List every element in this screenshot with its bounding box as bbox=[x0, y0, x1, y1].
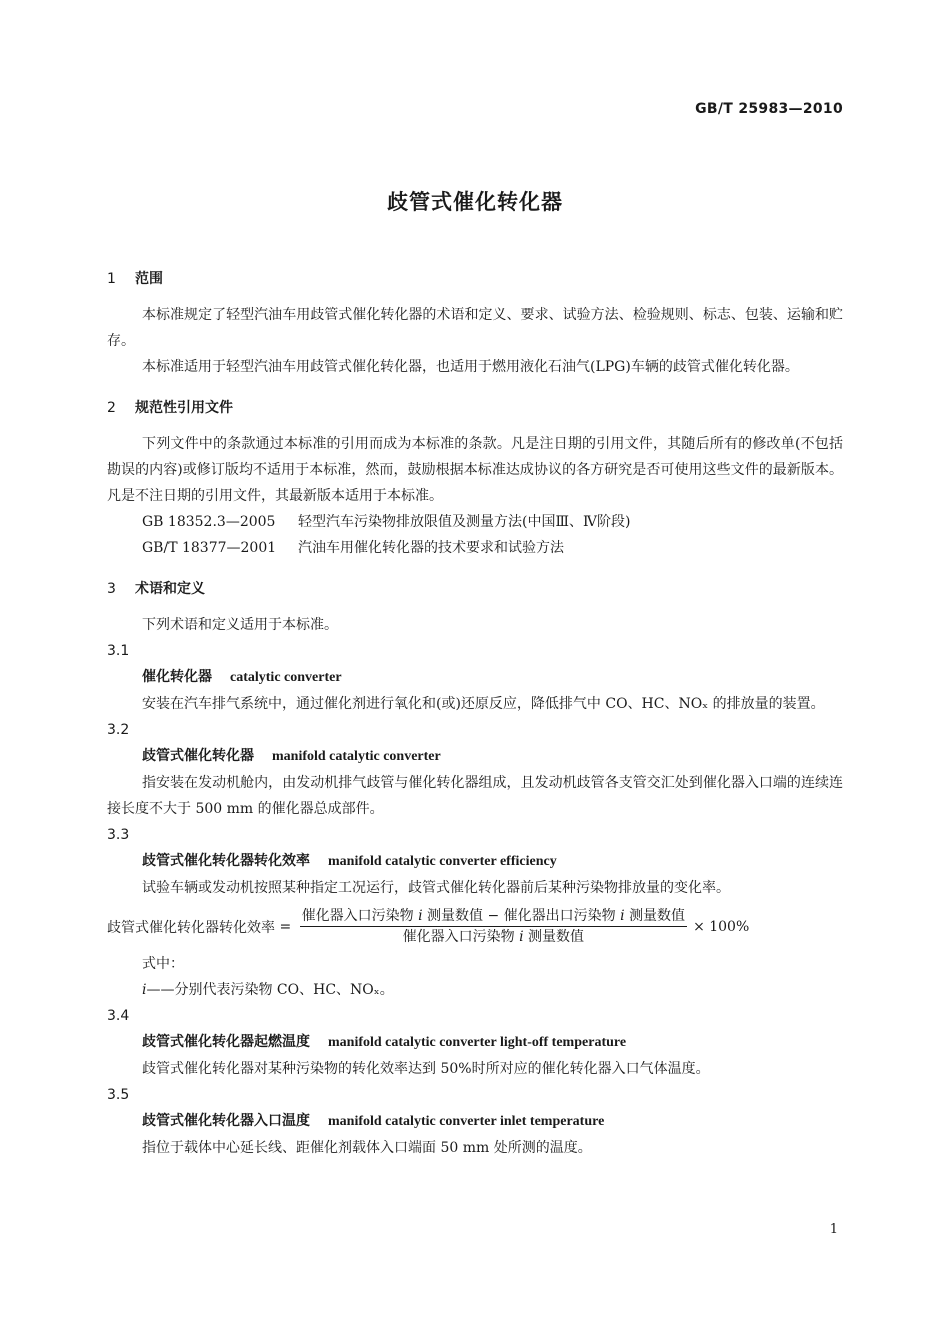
standard-code: GB/T 25983—2010 bbox=[695, 101, 843, 117]
section-number: 3 bbox=[107, 581, 116, 597]
section-3-heading bbox=[107, 578, 843, 598]
formula-lhs: 歧管式催化转化器转化效率 bbox=[107, 920, 275, 936]
numerator-term-b-suffix: 测量数值 bbox=[629, 908, 686, 924]
where-text: ——分别代表污染物 CO、HC、NOₓ。 bbox=[146, 982, 394, 998]
formula-denominator bbox=[403, 927, 584, 947]
formula-numerator bbox=[300, 907, 687, 927]
term-zh: 歧管式催化转化器转化效率 bbox=[142, 853, 310, 869]
term-zh: 歧管式催化转化器入口温度 bbox=[142, 1113, 310, 1129]
term-zh: 歧管式催化转化器 bbox=[142, 748, 254, 764]
paragraph: 下列文件中的条款通过本标准的引用而成为本标准的条款。凡是注日期的引用文件，其随后所有的修改单(不包括勘误的内容)或修订版均不适用于本标准，然而，鼓励根据本标准达成协议的各方研究是否可使用这些文件的最新版本。凡是不注日期的引用文件，其最新版本适用于本标准。 bbox=[107, 436, 843, 504]
section-number: 2 bbox=[107, 400, 116, 416]
term-heading bbox=[107, 1029, 843, 1056]
term-en: manifold catalytic converter light-off temperature bbox=[328, 1035, 627, 1050]
term-zh: 歧管式催化转化器起燃温度 bbox=[142, 1034, 310, 1050]
page-number: 1 bbox=[829, 1222, 838, 1237]
term-en: manifold catalytic converter efficiency bbox=[328, 854, 557, 869]
paragraph: 下列术语和定义适用于本标准。 bbox=[142, 617, 338, 633]
section-title: 规范性引用文件 bbox=[135, 400, 233, 416]
reference-title: 汽油车用催化转化器的技术要求和试验方法 bbox=[298, 540, 564, 556]
term-heading bbox=[107, 1108, 843, 1135]
reference-title: 轻型汽车污染物排放限值及测量方法(中国Ⅲ、Ⅳ阶段) bbox=[298, 514, 631, 530]
paragraph: 本标准规定了轻型汽油车用歧管式催化转化器的术语和定义、要求、试验方法、检验规则、标志、包装、运输和贮存。 bbox=[107, 307, 843, 349]
term-en: manifold catalytic converter inlet temperature bbox=[328, 1114, 605, 1129]
where-variable: i bbox=[142, 982, 147, 998]
formula-multiplier: × 100% bbox=[693, 919, 750, 935]
section-number: 1 bbox=[107, 271, 116, 287]
formula-equals: = bbox=[275, 919, 296, 935]
term-number: 3.2 bbox=[107, 722, 130, 738]
paragraph: 本标准适用于轻型汽油车用歧管式催化转化器，也适用于燃用液化石油气(LPG)车辆的歧管式催化转化器。 bbox=[142, 359, 799, 375]
term-definition: 指位于载体中心延长线、距催化剂载体入口端面 50 mm 处所测的温度。 bbox=[142, 1140, 592, 1156]
term-number: 3.1 bbox=[107, 643, 130, 659]
term-definition: 歧管式催化转化器对某种污染物的转化效率达到 50%时所对应的催化转化器入口气体温度。 bbox=[142, 1061, 710, 1077]
document-body bbox=[107, 268, 843, 1161]
term-zh: 催化转化器 bbox=[142, 669, 212, 685]
section-1-heading bbox=[107, 268, 843, 288]
formula-minus: − bbox=[487, 908, 500, 924]
reference-item bbox=[107, 509, 843, 535]
denominator-term: 催化器入口污染物 bbox=[402, 929, 515, 945]
section-title: 范围 bbox=[135, 271, 163, 287]
term-heading bbox=[107, 664, 843, 691]
term-number: 3.3 bbox=[107, 827, 130, 843]
reference-code: GB 18352.3—2005 bbox=[142, 514, 276, 530]
where-definition bbox=[107, 977, 843, 1003]
reference-item bbox=[107, 535, 843, 561]
formula-variable: i bbox=[519, 929, 524, 945]
term-definition: 试验车辆或发动机按照某种指定工况运行，歧管式催化转化器前后某种污染物排放量的变化率。 bbox=[142, 880, 730, 896]
numerator-term-b: 催化器出口污染物 bbox=[503, 908, 616, 924]
section-2-heading bbox=[107, 397, 843, 417]
where-label: 式中： bbox=[142, 956, 184, 972]
term-number: 3.4 bbox=[107, 1008, 130, 1024]
term-heading bbox=[107, 743, 843, 770]
formula-variable: i bbox=[418, 908, 423, 924]
term-en: catalytic converter bbox=[230, 670, 342, 685]
reference-code: GB/T 18377—2001 bbox=[142, 540, 277, 556]
denominator-term-suffix: 测量数值 bbox=[528, 929, 585, 945]
numerator-term-a-suffix: 测量数值 bbox=[427, 908, 484, 924]
formula-variable: i bbox=[620, 908, 625, 924]
term-definition: 指安装在发动机舱内，由发动机排气歧管与催化转化器组成，且发动机歧管各支管交汇处到催化器入口端的连续连接长度不大于 500 mm 的催化器总成部件。 bbox=[107, 775, 843, 817]
efficiency-formula bbox=[107, 907, 843, 947]
formula-fraction bbox=[300, 907, 687, 947]
term-en: manifold catalytic converter bbox=[272, 749, 441, 764]
numerator-term-a: 催化器入口污染物 bbox=[301, 908, 414, 924]
term-number: 3.5 bbox=[107, 1087, 130, 1103]
term-heading bbox=[107, 848, 843, 875]
term-definition: 安装在汽车排气系统中，通过催化剂进行氧化和(或)还原反应，降低排气中 CO、HC、NOₓ 的排放量的装置。 bbox=[142, 696, 825, 712]
section-title: 术语和定义 bbox=[135, 581, 205, 597]
document-title: 歧管式催化转化器 bbox=[387, 190, 563, 214]
